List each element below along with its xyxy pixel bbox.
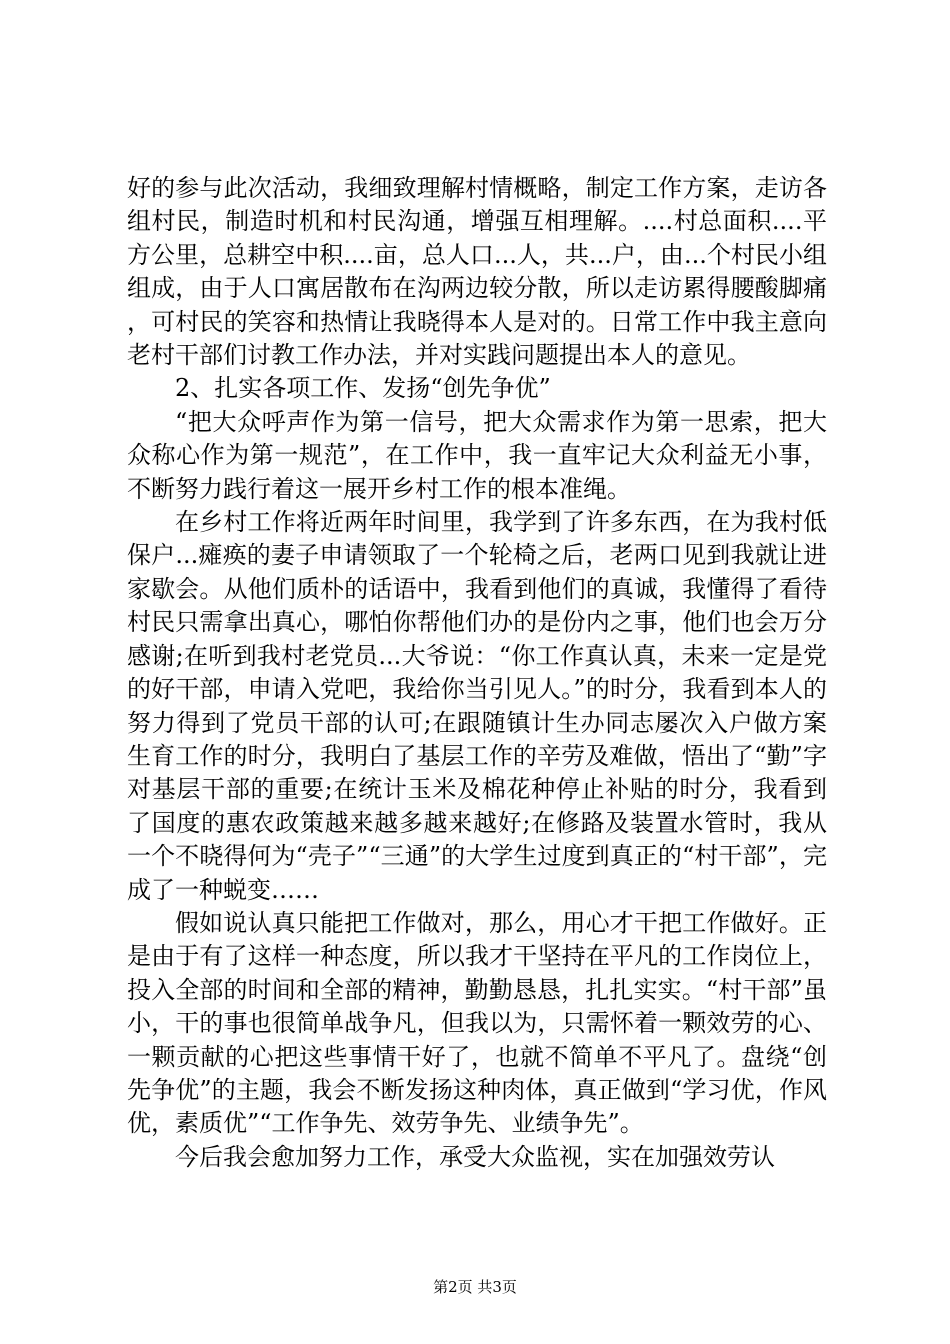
- page-number-footer: 第2页 共3页: [433, 1278, 517, 1296]
- document-body: [127, 172, 827, 1174]
- section-heading-2: 2、扎实各项工作、发扬“创先争优”: [175, 374, 551, 403]
- paragraph-principles: “把大众呼声作为第一信号，把大众需求作为第一思索，把大众称心作为第一规范”，在工作中，我一直牢记大众利益无小事，不断努力践行着这一展开乡村工作的根本准绳。: [127, 407, 827, 503]
- paragraph-intro-continued: 好的参与此次活动，我细致理解村情概略，制定工作方案，走访各组村民，制造时机和村民沟通，增强互相理解。....村总面积....平方公里，总耕空中积....亩，总人口...人，共...户，由...个村民小组组成，由于人口寓居散布在沟两边较分散，所以走访累得腰酸脚痛，可村民的笑容和热情让我晓得本人是对的。日常工作中我主意向老村干部们讨教工作办法，并对实践问题提出本人的意见。: [127, 174, 827, 370]
- paragraph-future: 今后我会愈加努力工作，承受大众监视，实在加强效劳认: [175, 1142, 775, 1171]
- paragraph-experiences: 在乡村工作将近两年时间里，我学到了许多东西，在为我村低保户...瘫痪的妻子申请领取了一个轮椅之后，老两口见到我就让进家歇会。从他们质朴的话语中，我看到他们的真诚，我懂得了看待村民只需拿出真心，哪怕你帮他们办的是份内之事，他们也会万分感谢;在听到我村老党员...大爷说：“你工作真认真，未来一定是党的好干部，申请入党吧，我给你当引见人。”的时分，我看到本人的努力得到了党员干部的认可;在跟随镇计生办同志屡次入户做方案生育工作的时分，我明白了基层工作的辛劳及难做，悟出了“勤”字对基层干部的重要;在统计玉米及棉花种停止补贴的时分，我看到了国度的惠农政策越来越多越来越好;在修路及装置水管时，我从一个不晓得何为“壳子”“三通”的大学生过度到真正的“村干部”，完成了一种蜕变……: [127, 508, 827, 904]
- paragraph-attitude: 假如说认真只能把工作做对，那么，用心才干把工作做好。正是由于有了这样一种态度，所以我才干坚持在平凡的工作岗位上，投入全部的时间和全部的精神，勤勤恳恳，扎扎实实。“村干部”虽小，干的事也很简单战争凡，但我以为，只需怀着一颗效劳的心、一颗贡献的心把这些事情干好了，也就不简单不平凡了。盘绕“创先争优”的主题，我会不断发扬这种肉体，真正做到“学习优，作风优，素质优”“工作争先、效劳争先、业绩争先”。: [127, 908, 827, 1138]
